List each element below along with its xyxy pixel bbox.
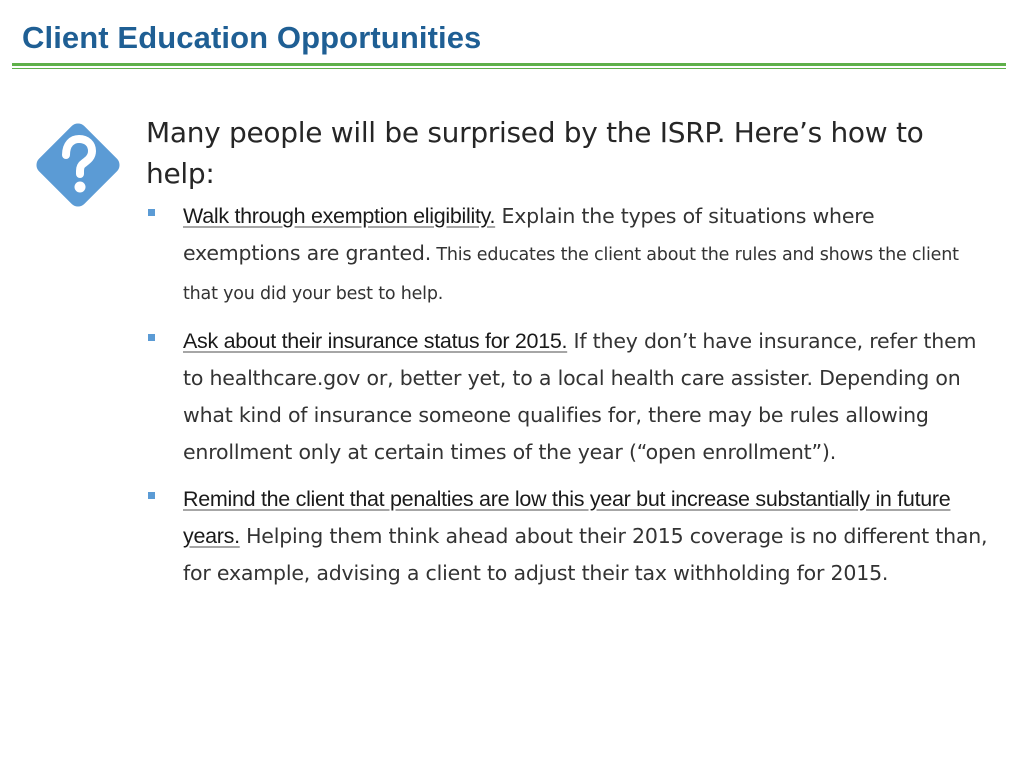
title-underline-thin [12, 68, 1006, 69]
bullet-lead: Ask about their insurance status for 2015. [183, 329, 568, 353]
bullet-text: Helping them think ahead about their 2015 coverage is no different than, for example, advising a client to adjust their tax withholding for 2015. [183, 524, 988, 585]
slide-title: Client Education Opportunities [22, 20, 482, 55]
bullet-note: This educates the client about the rules and shows the client that you did your best to help. [183, 245, 959, 304]
question-mark-diamond-icon [30, 117, 126, 213]
bullet-text: Explain the types of situations where exemptions are granted. [183, 204, 875, 265]
square-bullet-icon [148, 492, 155, 499]
slide-body [146, 112, 996, 602]
bullet-lead: Remind the client that penalties are low this year but increase substantially in future years. [183, 487, 951, 548]
intro-text: Many people will be surprised by the ISRP. Here’s how to help: [146, 116, 924, 190]
bullet-item [146, 198, 996, 313]
square-bullet-icon [148, 334, 155, 341]
title-underline-thick [12, 63, 1006, 66]
bullet-text: If they don’t have insurance, refer them to healthcare.gov or, better yet, to a local health care assister. Depending on what kind of insurance someone qualifies for, there may be rules allowing enrollment only at certain times of the year (“open enrollment”). [183, 329, 977, 464]
bullet-item [146, 481, 996, 592]
bullet-list [146, 198, 996, 592]
bullet-lead: Walk through exemption eligibility. [183, 204, 496, 228]
bullet-item [146, 323, 996, 471]
square-bullet-icon [148, 209, 155, 216]
